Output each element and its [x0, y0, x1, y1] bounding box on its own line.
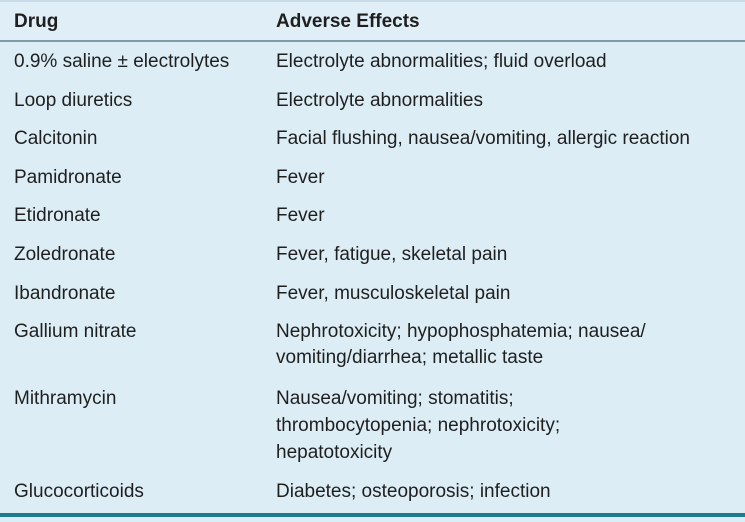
effects-cell: Electrolyte abnormalities; fluid overload [276, 51, 607, 72]
header-adverse-effects: Adverse Effects [276, 11, 420, 32]
effects-cell: Electrolyte abnormalities [276, 90, 483, 111]
drug-cell: Zoledronate [14, 244, 116, 265]
header-divider [0, 40, 745, 42]
drug-cell: Mithramycin [14, 388, 117, 409]
drug-cell: Ibandronate [14, 283, 116, 304]
effects-cell: Nausea/vomiting; stomatitis; [276, 388, 514, 409]
drug-cell: 0.9% saline ± electrolytes [14, 51, 230, 72]
header-drug: Drug [14, 11, 59, 32]
table-bottom-border [0, 513, 745, 517]
effects-cell: Facial flushing, nausea/vomiting, allergic reaction [276, 128, 690, 149]
table-header-row [0, 0, 745, 40]
drug-cell: Gallium nitrate [14, 321, 137, 342]
effects-cell: Fever, fatigue, skeletal pain [276, 244, 508, 265]
effects-cell-line-3: hepatotoxicity [276, 442, 393, 463]
effects-cell: Fever, musculoskeletal pain [276, 283, 511, 304]
drug-cell: Pamidronate [14, 167, 122, 188]
effects-cell-line-2: vomiting/diarrhea; metallic taste [276, 347, 544, 368]
drug-cell: Calcitonin [14, 128, 98, 149]
drug-cell: Etidronate [14, 205, 101, 226]
drug-cell: Glucocorticoids [14, 481, 144, 502]
effects-cell: Diabetes; osteoporosis; infection [276, 481, 551, 502]
drug-cell: Loop diuretics [14, 90, 133, 111]
effects-cell: Fever [276, 167, 325, 188]
effects-cell: Fever [276, 205, 325, 226]
effects-cell-line-2: thrombocytopenia; nephrotoxicity; [276, 415, 561, 436]
effects-cell: Nephrotoxicity; hypophosphatemia; nausea/ [276, 321, 646, 342]
